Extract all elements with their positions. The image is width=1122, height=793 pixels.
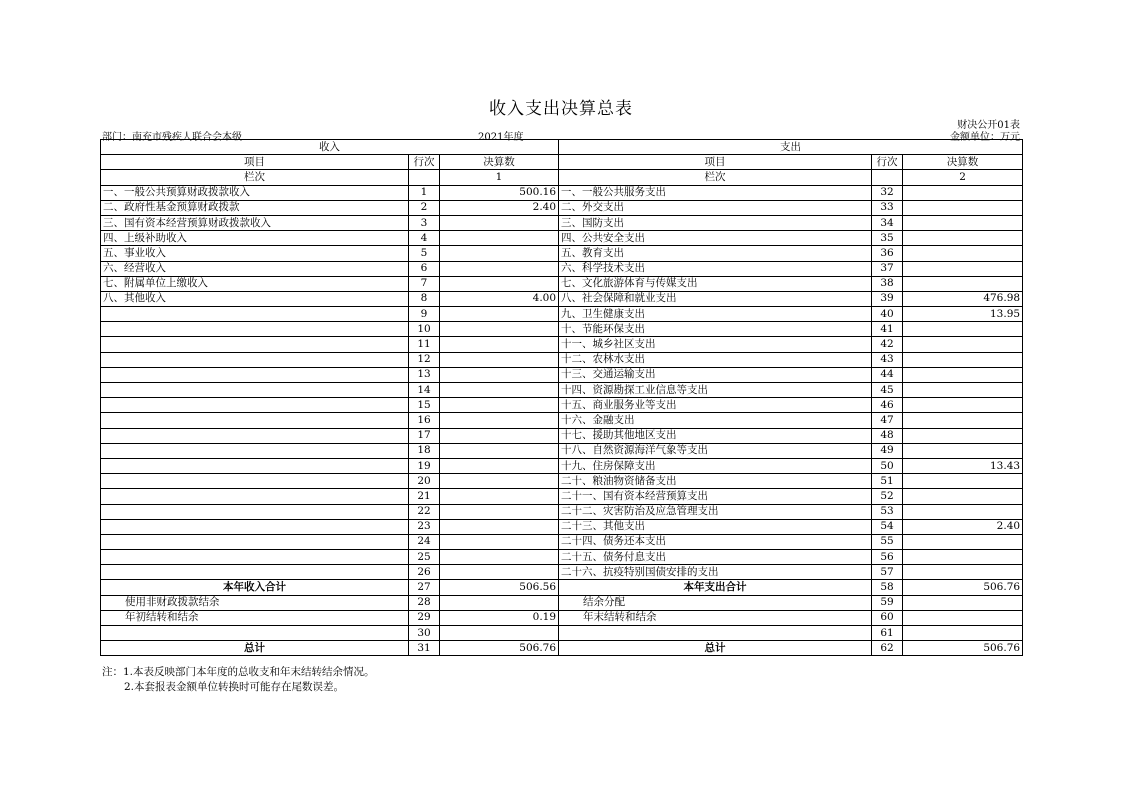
income-row-no: 15: [409, 398, 440, 413]
note-line-2: 2.本套报表金额单位转换时可能存在尾数误差。: [124, 681, 345, 693]
table-row: [101, 291, 1023, 306]
expense-amount: 476.98: [903, 291, 1023, 306]
expense-lanci-label: 栏次: [559, 170, 872, 185]
form-code: 财决公开01表: [957, 120, 1020, 131]
income-item: 年初结转和结余: [101, 610, 409, 625]
expense-row-no: 33: [872, 200, 903, 215]
expense-row-no: 56: [872, 550, 903, 565]
expense-amount: [903, 428, 1023, 443]
expense-amount: [903, 215, 1023, 230]
income-item: 总计: [101, 641, 409, 656]
expense-item: 十六、金融支出: [559, 413, 872, 428]
income-row-no: 8: [409, 291, 440, 306]
income-item: [101, 322, 409, 337]
income-amount: [440, 626, 559, 641]
income-item: 使用非财政拨款结余: [101, 595, 409, 610]
expense-item: 十八、自然资源海洋气象等支出: [559, 443, 872, 458]
expense-amount: [903, 246, 1023, 261]
income-amount: [440, 413, 559, 428]
department-label: 部门：南充市残疾人联合会本级: [102, 132, 242, 143]
table-row: [101, 261, 1023, 276]
expense-item: 九、卫生健康支出: [559, 307, 872, 322]
income-row-no: 28: [409, 595, 440, 610]
income-item: [101, 550, 409, 565]
expense-amount: [903, 398, 1023, 413]
expense-row-no: 35: [872, 231, 903, 246]
expense-item: 十二、农林水支出: [559, 352, 872, 367]
note-line-1: 注：1.本表反映部门本年度的总收支和年末结转结余情况。: [102, 666, 375, 678]
income-amount: [440, 322, 559, 337]
column-number-row: [101, 170, 1023, 185]
expense-item: 八、社会保障和就业支出: [559, 291, 872, 306]
expense-amount: [903, 276, 1023, 291]
table-row: [101, 367, 1023, 382]
table-row: [101, 595, 1023, 610]
income-amount: [440, 595, 559, 610]
expense-amount: [903, 231, 1023, 246]
expense-amount: [903, 550, 1023, 565]
income-item: [101, 307, 409, 322]
income-row-no: 4: [409, 231, 440, 246]
income-item: [101, 519, 409, 534]
income-row-no: 7: [409, 276, 440, 291]
expense-row-no: 49: [872, 443, 903, 458]
table-row: [101, 276, 1023, 291]
table-row: [101, 443, 1023, 458]
table-row: [101, 489, 1023, 504]
expense-row-no: 58: [872, 580, 903, 595]
table-row: [101, 428, 1023, 443]
income-row-no: 29: [409, 610, 440, 625]
expense-amount: 506.76: [903, 580, 1023, 595]
income-item: [101, 443, 409, 458]
income-lanci-empty: [409, 170, 440, 185]
expense-item: 二十、粮油物资储备支出: [559, 474, 872, 489]
expense-item: 二十一、国有资本经营预算支出: [559, 489, 872, 504]
table-row: [101, 626, 1023, 641]
expense-item: 五、教育支出: [559, 246, 872, 261]
income-item: 五、事业收入: [101, 246, 409, 261]
income-row-no-header: 行次: [409, 155, 440, 170]
income-row-no: 25: [409, 550, 440, 565]
income-item: [101, 337, 409, 352]
table-row: [101, 231, 1023, 246]
expense-column-number: 2: [903, 170, 1023, 185]
expense-amount: 2.40: [903, 519, 1023, 534]
income-row-no: 10: [409, 322, 440, 337]
income-item: 七、附属单位上缴收入: [101, 276, 409, 291]
expense-row-no: 62: [872, 641, 903, 656]
income-amount: [440, 215, 559, 230]
expense-row-no: 53: [872, 504, 903, 519]
income-amount: [440, 458, 559, 473]
expense-item: 二、外交支出: [559, 200, 872, 215]
expense-amount: [903, 610, 1023, 625]
expense-item: 七、文化旅游体育与传媒支出: [559, 276, 872, 291]
income-row-no: 14: [409, 383, 440, 398]
table-row: [101, 337, 1023, 352]
income-item-header: 项目: [101, 155, 409, 170]
income-row-no: 23: [409, 519, 440, 534]
income-item: [101, 474, 409, 489]
income-row-no: 20: [409, 474, 440, 489]
income-column-number: 1: [440, 170, 559, 185]
table-row: [101, 550, 1023, 565]
expense-row-no: 54: [872, 519, 903, 534]
expense-amount: [903, 367, 1023, 382]
income-item: 四、上级补助收入: [101, 231, 409, 246]
income-amount: 506.76: [440, 641, 559, 656]
expense-row-no: 40: [872, 307, 903, 322]
income-amount: [440, 337, 559, 352]
income-section-header: 收入: [101, 140, 559, 155]
expense-item: 十、节能环保支出: [559, 322, 872, 337]
income-row-no: 1: [409, 185, 440, 200]
expense-amount-header: 决算数: [903, 155, 1023, 170]
expense-item: 十四、资源勘探工业信息等支出: [559, 383, 872, 398]
income-amount: [440, 261, 559, 276]
table-row: [101, 641, 1023, 656]
expense-item: 二十四、债务还本支出: [559, 534, 872, 549]
income-row-no: 6: [409, 261, 440, 276]
income-amount: [440, 383, 559, 398]
income-amount: [440, 519, 559, 534]
expense-amount: [903, 565, 1023, 580]
income-row-no: 21: [409, 489, 440, 504]
expense-amount: [903, 383, 1023, 398]
expense-amount: [903, 337, 1023, 352]
income-amount: 500.16: [440, 185, 559, 200]
expense-amount: [903, 534, 1023, 549]
expense-section-header: 支出: [559, 140, 1023, 155]
expense-amount: [903, 443, 1023, 458]
table-row: [101, 580, 1023, 595]
expense-row-no: 51: [872, 474, 903, 489]
income-amount: [440, 474, 559, 489]
income-item: 三、国有资本经营预算财政拨款收入: [101, 215, 409, 230]
page-title: 收入支出决算总表: [489, 99, 633, 119]
fiscal-year-label: 2021年度: [478, 132, 524, 143]
expense-amount: [903, 322, 1023, 337]
expense-amount: [903, 595, 1023, 610]
expense-amount: 13.43: [903, 458, 1023, 473]
table-row: [101, 383, 1023, 398]
income-item: 八、其他收入: [101, 291, 409, 306]
income-row-no: 13: [409, 367, 440, 382]
income-amount: [440, 504, 559, 519]
income-row-no: 9: [409, 307, 440, 322]
expense-row-no: 32: [872, 185, 903, 200]
income-row-no: 22: [409, 504, 440, 519]
expense-item: 年末结转和结余: [559, 610, 872, 625]
income-item: 一、一般公共预算财政拨款收入: [101, 185, 409, 200]
expense-item: 二十六、抗疫特别国债安排的支出: [559, 565, 872, 580]
expense-item: 本年支出合计: [559, 580, 872, 595]
income-amount: [440, 307, 559, 322]
expense-item: 十七、援助其他地区支出: [559, 428, 872, 443]
expense-row-no: 60: [872, 610, 903, 625]
expense-item-header: 项目: [559, 155, 872, 170]
expense-row-no: 38: [872, 276, 903, 291]
income-expense-table: [100, 139, 1023, 656]
column-header-row: [101, 155, 1023, 170]
income-item: [101, 398, 409, 413]
income-amount: 4.00: [440, 291, 559, 306]
expense-amount: [903, 504, 1023, 519]
amount-unit-label: 金额单位：万元: [950, 132, 1020, 143]
table-row: [101, 200, 1023, 215]
income-row-no: 12: [409, 352, 440, 367]
expense-row-no: 57: [872, 565, 903, 580]
income-row-no: 18: [409, 443, 440, 458]
table-row: [101, 215, 1023, 230]
income-row-no: 26: [409, 565, 440, 580]
income-item: [101, 534, 409, 549]
expense-amount: [903, 352, 1023, 367]
expense-amount: [903, 626, 1023, 641]
table-row: [101, 565, 1023, 580]
income-row-no: 11: [409, 337, 440, 352]
table-row: [101, 398, 1023, 413]
expense-amount: [903, 489, 1023, 504]
income-row-no: 2: [409, 200, 440, 215]
table-row: [101, 458, 1023, 473]
table-row: [101, 504, 1023, 519]
table-row: [101, 413, 1023, 428]
expense-item: 十三、交通运输支出: [559, 367, 872, 382]
income-amount-header: 决算数: [440, 155, 559, 170]
table-row: [101, 534, 1023, 549]
expense-item: 四、公共安全支出: [559, 231, 872, 246]
expense-row-no: 46: [872, 398, 903, 413]
income-item: [101, 504, 409, 519]
income-amount: [440, 352, 559, 367]
expense-amount: [903, 261, 1023, 276]
income-row-no: 24: [409, 534, 440, 549]
income-amount: [440, 428, 559, 443]
expense-row-no: 47: [872, 413, 903, 428]
income-amount: 0.19: [440, 610, 559, 625]
expense-row-no: 34: [872, 215, 903, 230]
expense-amount: [903, 200, 1023, 215]
income-amount: [440, 565, 559, 580]
table-row: [101, 307, 1023, 322]
section-header-row: [101, 140, 1023, 155]
expense-item: 十一、城乡社区支出: [559, 337, 872, 352]
table-row: [101, 519, 1023, 534]
income-amount: 2.40: [440, 200, 559, 215]
table-row: [101, 322, 1023, 337]
income-amount: [440, 231, 559, 246]
expense-amount: [903, 413, 1023, 428]
income-row-no: 31: [409, 641, 440, 656]
expense-item: 结余分配: [559, 595, 872, 610]
expense-row-no: 42: [872, 337, 903, 352]
expense-item: 总计: [559, 641, 872, 656]
income-row-no: 17: [409, 428, 440, 443]
expense-amount: 13.95: [903, 307, 1023, 322]
income-amount: [440, 489, 559, 504]
table-row: [101, 474, 1023, 489]
income-row-no: 27: [409, 580, 440, 595]
expense-item: 十九、住房保障支出: [559, 458, 872, 473]
income-amount: [440, 246, 559, 261]
income-row-no: 16: [409, 413, 440, 428]
expense-row-no: 48: [872, 428, 903, 443]
income-amount: [440, 398, 559, 413]
expense-row-no: 39: [872, 291, 903, 306]
income-amount: [440, 367, 559, 382]
expense-row-no: 41: [872, 322, 903, 337]
expense-row-no-header: 行次: [872, 155, 903, 170]
expense-row-no: 43: [872, 352, 903, 367]
income-row-no: 30: [409, 626, 440, 641]
expense-item: 六、科学技术支出: [559, 261, 872, 276]
notes: [102, 665, 375, 695]
income-item: 二、政府性基金预算财政拨款: [101, 200, 409, 215]
expense-row-no: 37: [872, 261, 903, 276]
income-row-no: 5: [409, 246, 440, 261]
expense-row-no: 59: [872, 595, 903, 610]
income-item: 六、经营收入: [101, 261, 409, 276]
expense-item: 二十二、灾害防治及应急管理支出: [559, 504, 872, 519]
income-item: [101, 383, 409, 398]
table-row: [101, 352, 1023, 367]
expense-row-no: 61: [872, 626, 903, 641]
income-lanci-label: 栏次: [101, 170, 409, 185]
expense-item: 二十三、其他支出: [559, 519, 872, 534]
table-row: [101, 185, 1023, 200]
expense-lanci-empty: [872, 170, 903, 185]
income-amount: [440, 276, 559, 291]
expense-item: 二十五、债务付息支出: [559, 550, 872, 565]
expense-amount: 506.76: [903, 641, 1023, 656]
expense-amount: [903, 185, 1023, 200]
expense-item: [559, 626, 872, 641]
table-row: [101, 610, 1023, 625]
expense-row-no: 52: [872, 489, 903, 504]
expense-item: 十五、商业服务业等支出: [559, 398, 872, 413]
expense-amount: [903, 474, 1023, 489]
income-item: [101, 626, 409, 641]
expense-row-no: 36: [872, 246, 903, 261]
income-item: 本年收入合计: [101, 580, 409, 595]
expense-row-no: 50: [872, 458, 903, 473]
expense-row-no: 45: [872, 383, 903, 398]
income-item: [101, 489, 409, 504]
income-item: [101, 413, 409, 428]
expense-row-no: 44: [872, 367, 903, 382]
income-row-no: 3: [409, 215, 440, 230]
income-amount: [440, 534, 559, 549]
income-amount: [440, 443, 559, 458]
income-item: [101, 428, 409, 443]
income-item: [101, 565, 409, 580]
income-row-no: 19: [409, 458, 440, 473]
expense-row-no: 55: [872, 534, 903, 549]
income-amount: [440, 550, 559, 565]
income-item: [101, 458, 409, 473]
expense-item: 三、国防支出: [559, 215, 872, 230]
income-item: [101, 367, 409, 382]
table-row: [101, 246, 1023, 261]
income-amount: 506.56: [440, 580, 559, 595]
income-item: [101, 352, 409, 367]
expense-item: 一、一般公共服务支出: [559, 185, 872, 200]
